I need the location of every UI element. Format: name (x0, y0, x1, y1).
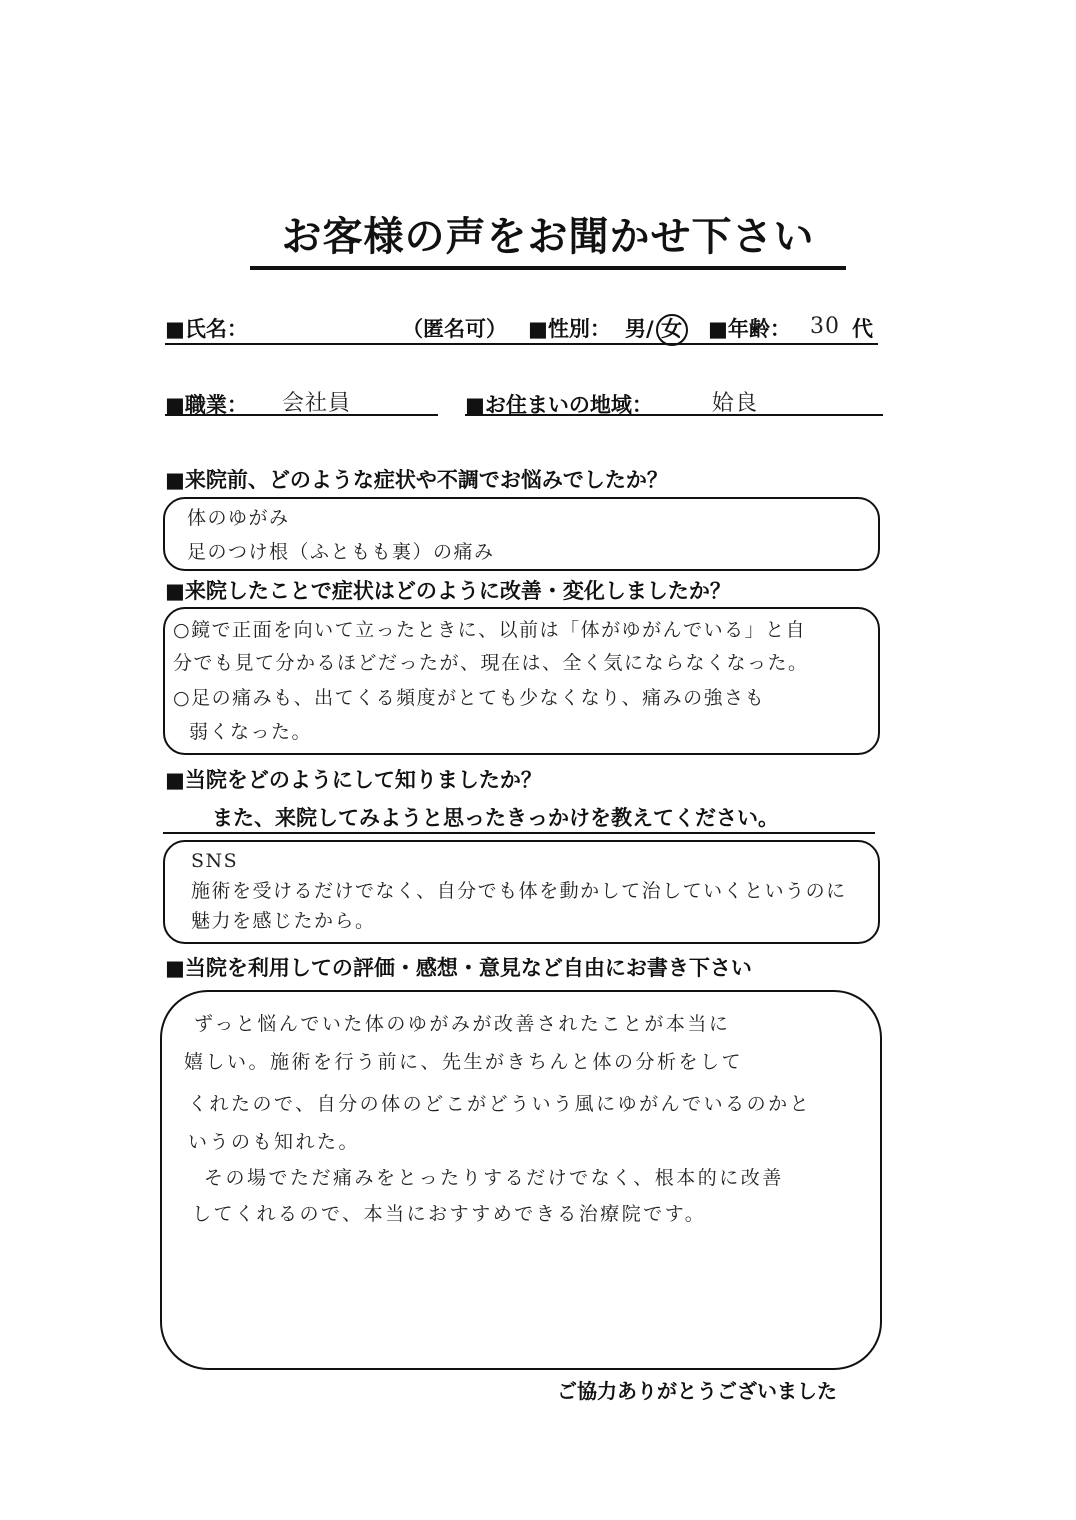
q2-answer-line: 弱くなった。 (189, 721, 313, 743)
anonymous-label: （匿名可） (402, 317, 507, 341)
row1-underline (165, 343, 878, 345)
gender-label: ■性別： (528, 317, 611, 341)
gender-female-circled: 女 (656, 314, 688, 346)
thanks-message: ご協力ありがとうございました (557, 1379, 837, 1403)
q4-heading: ■当院を利用しての評価・感想・意見など自由にお書き下さい (165, 956, 752, 980)
q4-answer-line: くれたので、自分の体のどこがどういう風にゆがんでいるのかと (188, 1093, 812, 1115)
q3-answer-box (163, 840, 880, 944)
q4-answer-line: その場でただ痛みをとったりするだけでなく、根本的に改善 (204, 1167, 784, 1189)
q2-answer-line: ○鏡で正面を向いて立ったときに、以前は「体がゆがんでいる」と自 (173, 619, 807, 641)
q1-answer-box (163, 497, 880, 571)
q1-answer-line: 体のゆがみ (187, 507, 290, 529)
area-underline (465, 414, 883, 416)
q2-answer-line: ○足の痛みも、出てくる頻度がとても少なくなり、痛みの強さも (173, 687, 766, 709)
age-label: ■年齢： (708, 317, 791, 341)
occupation-value: 会社員 (282, 391, 352, 416)
gender-male: 男 (625, 317, 646, 341)
q3-answer-line: 施術を受けるだけでなく、自分でも体を動かして治していくというのに (191, 880, 847, 902)
page-title: お客様の声をお聞かせ下さい (250, 208, 846, 270)
q3-answer-line: SNS (191, 850, 239, 872)
q4-answer-box (160, 990, 882, 1370)
area-label: ■お住まいの地域： (465, 393, 653, 417)
q4-answer-line: 嬉しい。施術を行う前に、先生がきちんと体の分析をして (184, 1051, 744, 1073)
gender-options (625, 314, 690, 346)
q3-heading-underline (163, 832, 875, 834)
q2-answer-box (163, 607, 880, 755)
area-value: 姶良 (712, 391, 759, 416)
name-label: ■氏名： (165, 317, 248, 341)
q2-heading: ■来院したことで症状はどのように改善・変化しましたか？ (165, 579, 731, 603)
q3-heading: ■当院をどのようにして知りましたか？ (165, 768, 542, 792)
q3-heading-2: また、来院してみようと思ったきっかけを教えてください。 (212, 806, 779, 830)
q1-heading: ■来院前、どのような症状や不調でお悩みでしたか？ (165, 468, 668, 492)
q2-answer-line: 分でも見て分かるほどだったが、現在は、全く気にならなくなった。 (173, 652, 809, 674)
age-suffix: 代 (852, 317, 873, 341)
gender-separator: / (646, 317, 654, 341)
q4-answer-line: してくれるので、本当におすすめできる治療院です。 (192, 1203, 707, 1225)
age-value: 30 (810, 314, 840, 339)
q4-answer-line: ずっと悩んでいた体のゆがみが改善されたことが本当に (194, 1013, 731, 1035)
q3-answer-line: 魅力を感じたから。 (191, 910, 376, 932)
occupation-label: ■職業： (165, 393, 248, 417)
q1-answer-line: 足のつけ根（ふともも裏）の痛み (187, 541, 495, 563)
q4-answer-line: いうのも知れた。 (188, 1131, 361, 1153)
occupation-underline (165, 414, 438, 416)
